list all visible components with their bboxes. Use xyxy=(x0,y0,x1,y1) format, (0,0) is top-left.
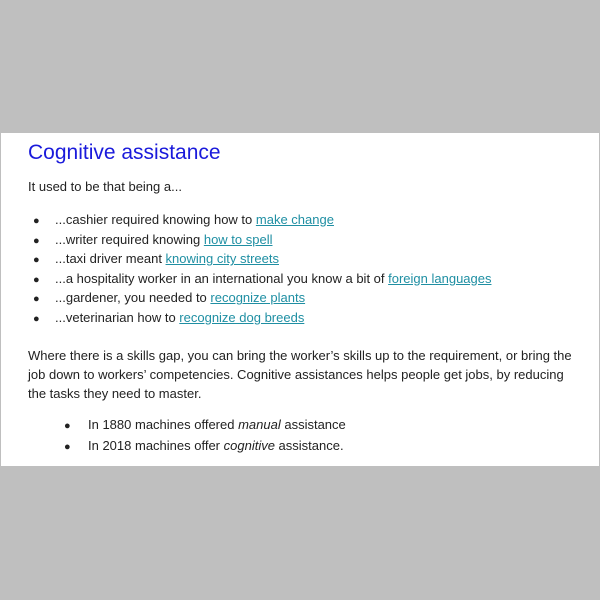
history-text: assistance xyxy=(280,416,346,432)
history-emphasis: cognitive xyxy=(223,438,275,454)
bullet-icon: ● xyxy=(33,215,40,227)
slide-title: Cognitive assistance xyxy=(28,141,221,164)
list-item xyxy=(28,249,579,269)
skills-gap-paragraph: Where there is a skills gap, you can bring the worker’s skills up to the requirement, or bring the job down to workers’ competencies. Cognitive assistances helps people get jobs, by reducing the tasks they need to master. xyxy=(28,347,572,401)
how-to-spell-link[interactable]: how to spell xyxy=(203,231,273,247)
history-emphasis: manual xyxy=(238,416,281,432)
intro-text: It used to be that being a... xyxy=(28,179,182,194)
bullet-icon: ● xyxy=(33,293,40,306)
list-item xyxy=(28,308,579,328)
history-text: In 2018 machines offer xyxy=(88,438,224,454)
list-item xyxy=(28,230,579,250)
example-text: ...gardener, you needed to xyxy=(55,290,211,306)
history-list xyxy=(28,415,579,458)
bullet-icon: ● xyxy=(33,273,40,286)
list-item xyxy=(64,436,579,458)
list-item xyxy=(28,210,579,230)
examples-list xyxy=(28,210,579,328)
slide xyxy=(1,133,599,466)
list-item xyxy=(28,288,579,308)
recognize-plants-link[interactable]: recognize plants xyxy=(210,290,306,306)
list-item xyxy=(28,269,579,289)
bullet-icon: ● xyxy=(64,419,71,432)
bullet-icon: ● xyxy=(33,234,40,247)
example-text: ...a hospitality worker in an international you know a bit of xyxy=(55,270,389,286)
foreign-languages-link[interactable]: foreign languages xyxy=(388,270,492,286)
bullet-icon: ● xyxy=(33,254,40,267)
recognize-dog-breeds-link[interactable]: recognize dog breeds xyxy=(179,309,305,325)
example-text: ...writer required knowing xyxy=(55,231,204,247)
example-text: ...cashier required knowing how to xyxy=(55,212,256,227)
list-item xyxy=(64,415,579,437)
history-text: In 1880 machines offered xyxy=(88,416,239,432)
bullet-icon: ● xyxy=(33,312,40,325)
example-text: ...veterinarian how to xyxy=(55,309,180,325)
example-text: ...taxi driver meant xyxy=(55,251,166,267)
knowing-city-streets-link[interactable]: knowing city streets xyxy=(165,251,279,267)
make-change-link[interactable]: make change xyxy=(255,212,334,227)
bullet-icon: ● xyxy=(64,441,71,454)
history-text: assistance. xyxy=(274,438,344,454)
